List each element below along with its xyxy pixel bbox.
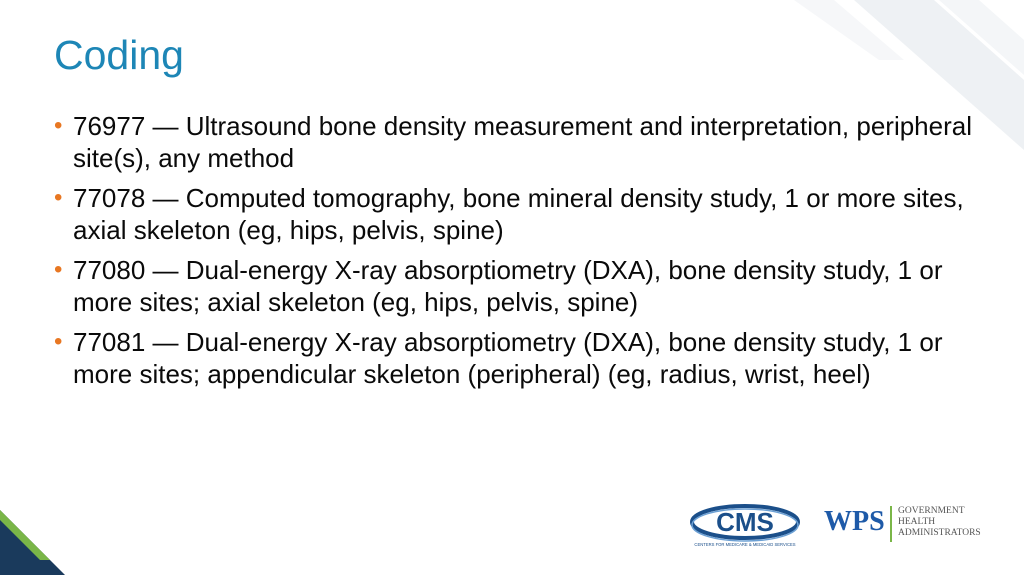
corner-accent xyxy=(0,505,70,575)
slide-title: Coding xyxy=(54,32,184,78)
bullet-item xyxy=(54,326,974,390)
wps-subtitle: GOVERNMENT HEALTH ADMINISTRATORS xyxy=(898,506,981,538)
bullet-list xyxy=(54,110,974,398)
bullet-marker: • xyxy=(54,184,63,211)
bullet-text: 77080 — Dual-energy X-ray absorptiometry (DXA), bone density study, 1 or more sites; axial skeleton (eg, hips, pelvis, spine) xyxy=(73,255,943,317)
bullet-marker: • xyxy=(54,256,63,283)
bullet-text: 77078 — Computed tomography, bone mineral density study, 1 or more sites, axial skeleton (eg, hips, pelvis, spine) xyxy=(73,183,964,245)
bullet-item xyxy=(54,182,974,246)
bullet-item xyxy=(54,110,974,174)
wps-wordmark: WPS xyxy=(824,506,885,537)
bullet-text: 77081 — Dual-energy X-ray absorptiometry (DXA), bone density study, 1 or more sites; appendicular skeleton (peripheral) (eg, radius, wrist, heel) xyxy=(73,327,943,389)
bullet-marker: • xyxy=(54,328,63,355)
bullet-marker: • xyxy=(54,112,63,139)
svg-text:CENTERS FOR MEDICARE & MEDICAI: CENTERS FOR MEDICARE & MEDICAID SERVICES xyxy=(694,542,796,547)
bullet-item xyxy=(54,254,974,318)
cms-logo xyxy=(690,502,800,550)
wps-divider xyxy=(890,506,892,542)
bullet-text: 76977 — Ultrasound bone density measurement and interpretation, peripheral site(s), any method xyxy=(73,111,972,173)
footer-logos xyxy=(690,496,1000,556)
svg-text:CMS: CMS xyxy=(716,507,774,537)
wps-logo xyxy=(824,504,994,544)
